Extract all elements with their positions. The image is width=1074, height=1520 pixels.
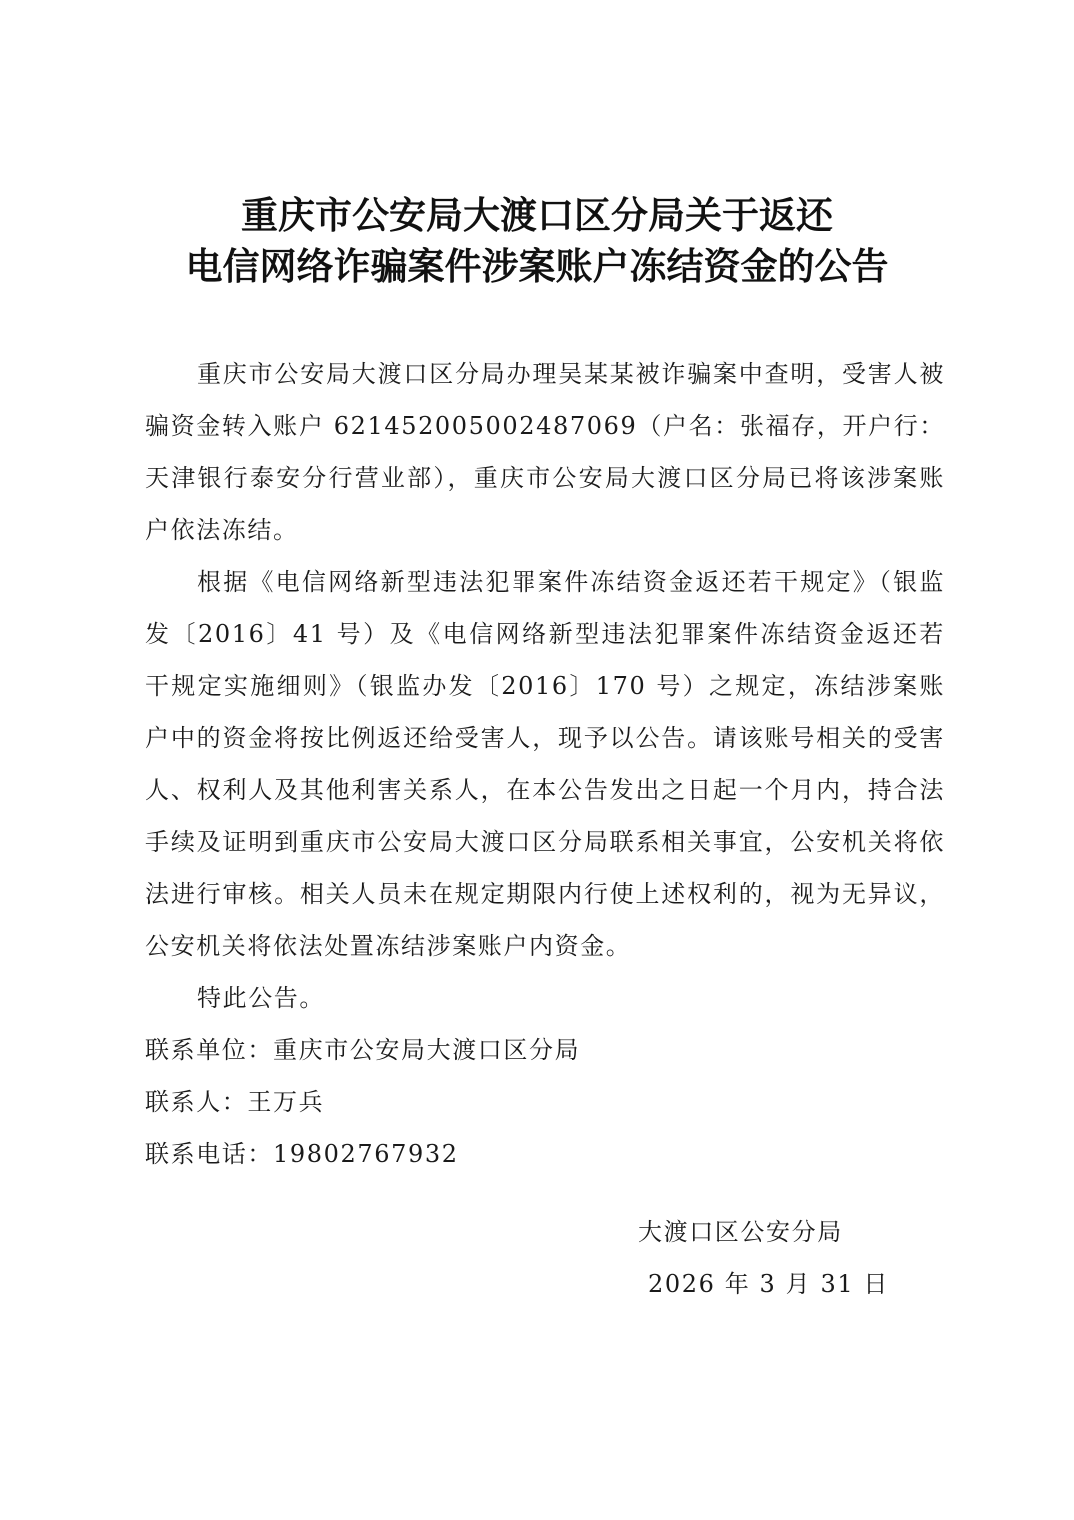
signature-organization: 大渡口区公安分局 [638, 1218, 843, 1246]
closing-statement: 特此公告。 [197, 984, 325, 1012]
contact-unit: 联系单位：重庆市公安局大渡口区分局 [145, 1036, 581, 1064]
signature-date: 2026 年 3 月 31 日 [648, 1270, 890, 1298]
contact-phone: 联系电话：19802767932 [145, 1140, 459, 1168]
contact-person: 联系人：王万兵 [145, 1088, 325, 1116]
notice-body [145, 348, 945, 1180]
notice-title-line-2: 电信网络诈骗案件涉案账户冻结资金的公告 [185, 244, 889, 288]
notice-title-line-1: 重庆市公安局大渡口区分局关于返还 [241, 193, 833, 237]
paragraph-case-details: 重庆市公安局大渡口区分局办理吴某某被诈骗案中查明，受害人被骗资金转入账户 6214520050024870​69（户名：张福存，开户行：天津银行泰安分行营业部），重庆市公安局大渡口区分局已将该涉案账户依法冻结。 [145, 360, 945, 544]
paragraph-legal-basis: 根据《电信网络新型违法犯罪案件冻结资金返还若干规定》（银监发〔2016〕41 号）及《电信网络新型违法犯罪案件冻结资金返还若干规定实施细则》（银监办发〔2016〕170 号）之规定，冻结涉案账户中的资金将按比例返还给受害人，现予以公告。请该账号相关的受害人、权利人及其他利害关系人，在本公告发出之日起一个月内，持合法手续及证明到重庆市公安局大渡口区分局联系相关事宜，公安机关将依法进行审核。相关人员未在规定期限内行使上述权利的，视为无异议，公安机关将依法处置冻结涉案账户内资金。 [145, 568, 945, 960]
